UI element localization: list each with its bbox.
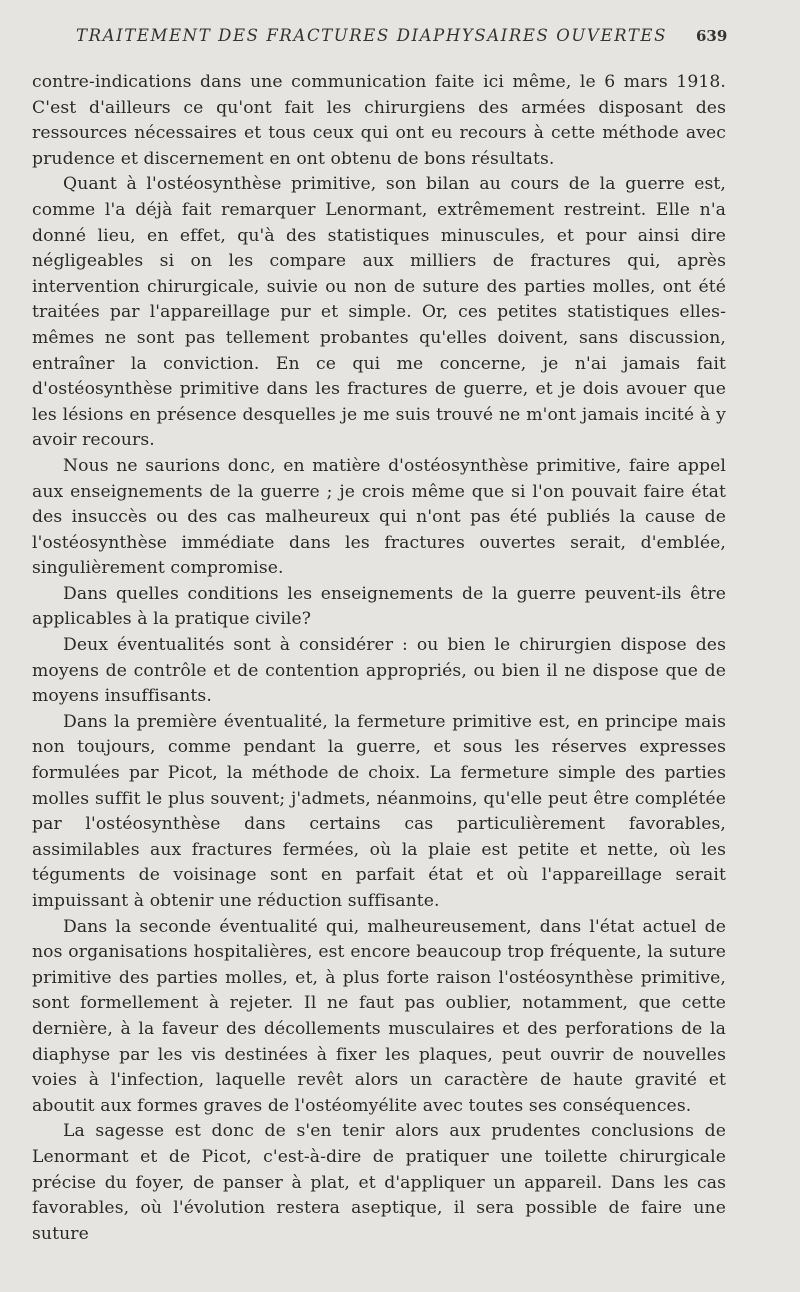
paragraph-seconde-eventualite: Dans la seconde éventualité qui, malheureusement, dans l'état actuel de nos organisations hospitalières, est encore beaucoup trop fréquente, la suture primitive des parties molles, et, à plus forte raison l'ostéosynthèse primitive, sont formellement à rejeter. Il ne faut pas oublier, notamment, que cette dernière, à la faveur des décollements musculaires et des perforations de la diaphyse par les vis destinées à fixer les plaques, peut ouvrir de nouvelles voies à l'infection, laquelle revêt alors un caractère de haute gravité et aboutit aux formes graves de l'ostéomyélite avec toutes ses conséquences. [32, 916, 726, 1116]
paragraph-premiere-eventualite: Dans la première éventualité, la fermeture primitive est, en principe mais non toujours, comme pendant la guerre, et sous les réserves expresses formulées par Picot, la méthode de choix. La fermeture simple des parties molles suffit le plus souvent; j'admets, néanmoins, qu'elle peut être complétée par l'ostéosynthèse dans certains cas particulièrement favorables, assimilables aux fractures fermées, où la plaie est petite et nette, où les téguments de voisinage sont en parfait état et où l'appareillage serait impuissant à obtenir une réduction suffisante. [32, 711, 726, 911]
paragraph-sagesse: La sagesse est donc de s'en tenir alors aux prudentes conclusions de Lenormant et de Picot, c'est-à-dire de pratiquer une toilette chirurgicale précise du foyer, de panser à plat, et d'appliquer un appareil. Dans les cas favorables, où l'évolution restera aseptique, il sera possible de faire une suture [32, 1121, 726, 1244]
body-text [32, 70, 726, 1247]
paragraph-osteosynthese-bilan: Quant à l'ostéosynthèse primitive, son bilan au cours de la guerre est, comme l'a déjà fait remarquer Lenormant, extrêmement restreint. Elle n'a donné lieu, en effet, qu'à des statistiques minuscules, et pour ainsi dire négligeables si on les compare aux milliers de fractures qui, après intervention chirurgicale, suivie ou non de suture des parties molles, ont été traitées par l'appareillage pur et simple. Or, ces petites statistiques elles-mêmes ne sont pas tellement probantes qu'elles doivent, sans discussion, entraîner la conviction. En ce qui me concerne, je n'ai jamais fait d'ostéosynthèse primitive dans les fractures de guerre, et je dois avouer que les lésions en présence desquelles je me suis trouvé ne m'ont jamais incité à y avoir recours. [32, 174, 726, 451]
paragraph-enseignements-guerre: Nous ne saurions donc, en matière d'ostéosynthèse primitive, faire appel aux enseignements de la guerre ; je crois même que si l'on pouvait faire état des insuccès ou des cas malheureux qui n'ont pas été publiés la cause de l'ostéosynthèse immédiate dans les fractures ouvertes serait, d'emblée, singulièrement compromise. [32, 455, 726, 579]
paragraph-deux-eventualites: Deux éventualités sont à considérer : ou bien le chirurgien dispose des moyens de contrôle et de contention appropriés, ou bien il ne dispose que de moyens insuffisants. [32, 635, 726, 707]
running-title: TRAITEMENT DES FRACTURES DIAPHYSAIRES OUVERTES [76, 26, 667, 45]
page-number: 639 [696, 27, 728, 45]
paragraph-continuation: contre-indications dans une communication faite ici même, le 6 mars 1918. C'est d'ailleurs ce qu'ont fait les chirurgiens des armées disposant des ressources nécessaires et tous ceux qui ont eu recours à cette méthode avec prudence et discernement en ont obtenu de bons résultats. [32, 72, 726, 169]
paragraph-question-pratique-civile: Dans quelles conditions les enseignements de la guerre peuvent-ils être applicables à la pratique civile? [32, 583, 726, 630]
